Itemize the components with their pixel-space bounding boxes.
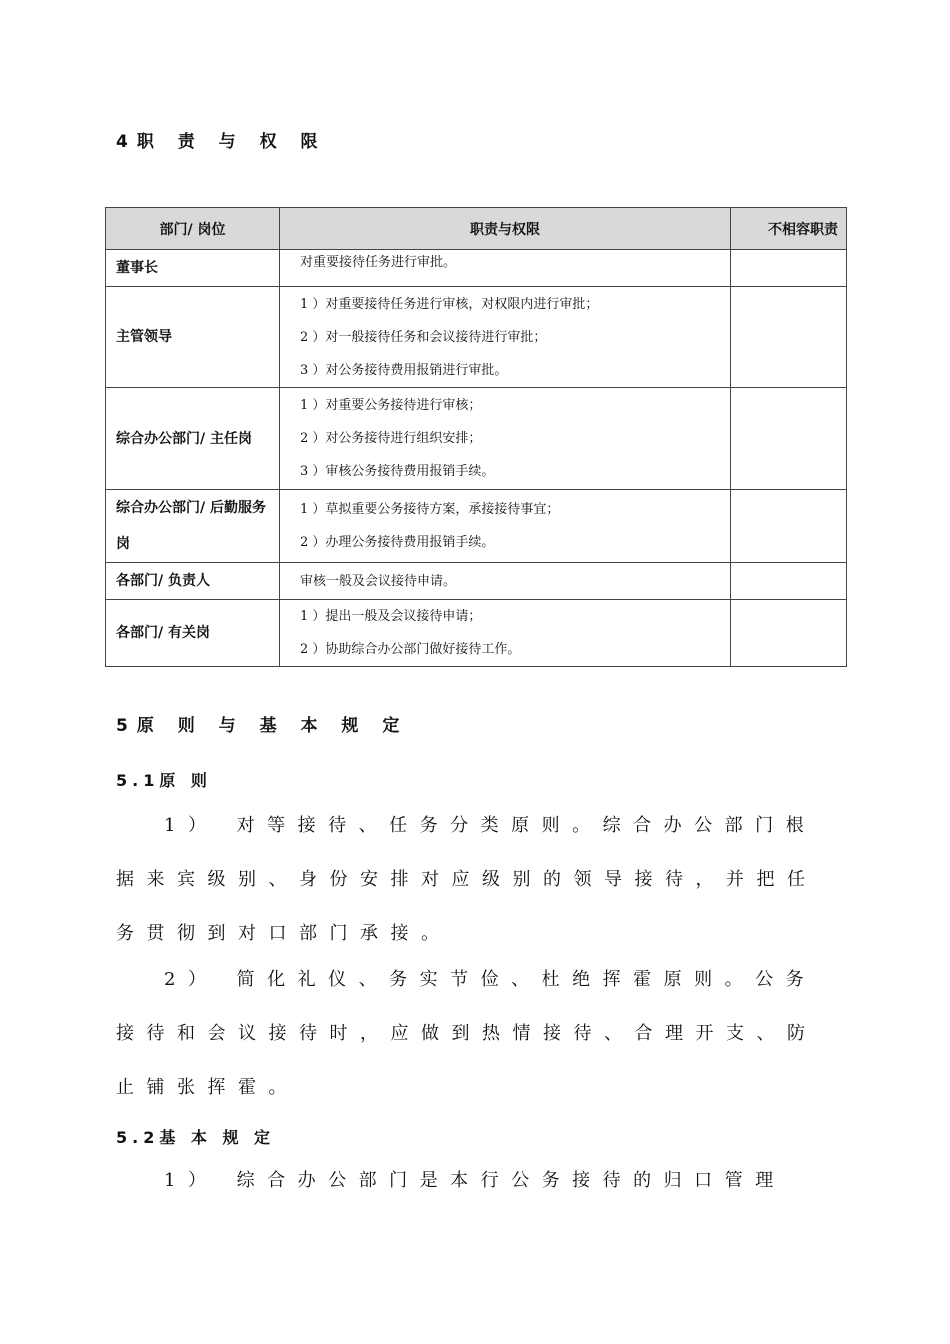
table-row xyxy=(106,600,847,667)
row-dept: 综合办公部门/ 后勤服务岗 xyxy=(106,490,280,563)
table-row xyxy=(106,250,847,287)
row-dept: 各部门/ 负责人 xyxy=(106,563,280,600)
row-dept: 各部门/ 有关岗 xyxy=(106,600,280,667)
duty-line: 2 ）对一般接待任务和会议接待进行审批； xyxy=(300,329,547,345)
row-conflict xyxy=(731,563,847,600)
row-duties xyxy=(280,250,731,287)
row-dept: 综合办公部门/ 主任岗 xyxy=(106,388,280,490)
row-duties xyxy=(280,600,731,667)
responsibility-table xyxy=(105,207,847,667)
table-row xyxy=(106,490,847,563)
duty-line: 2 ）办理公务接待费用报销手续。 xyxy=(300,535,495,550)
duty-line: 2 ）协助综合办公部门做好接待工作。 xyxy=(300,642,521,657)
row-conflict xyxy=(731,490,847,563)
paragraph: 1） 对等接待、任务分类原则。综合办公部门根据来宾级别、身份安排对应级别的领导接待，并把任务贯彻到对口部门承接。 xyxy=(116,815,818,944)
duty-line: 3 ）审核公务接待费用报销手续。 xyxy=(300,464,495,479)
duty-line: 对重要接待任务进行审批。 xyxy=(300,255,457,270)
paragraph: 1） 综合办公部门是本行公务接待的归口管理 xyxy=(164,1170,786,1191)
section-5-2-heading: 5.2基 本 规 定 xyxy=(116,1128,276,1147)
section-5-heading: 5原 则 与 基 本 规 定 xyxy=(116,716,409,736)
row-conflict xyxy=(731,388,847,490)
row-duties xyxy=(280,563,731,600)
header-conflict: 不相容职责 xyxy=(731,208,847,250)
table-header-row xyxy=(106,208,847,250)
row-conflict xyxy=(731,287,847,388)
section-5-1-heading: 5.1原 则 xyxy=(116,771,212,790)
table-row xyxy=(106,563,847,600)
duty-line: 审核一般及会议接待申请。 xyxy=(300,573,457,589)
duty-line: 3 ）对公务接待费用报销进行审批。 xyxy=(300,362,508,378)
duty-line: 1 ）对重要公务接待进行审核； xyxy=(300,398,482,413)
header-duty: 职责与权限 xyxy=(280,208,731,250)
row-conflict xyxy=(731,250,847,287)
duty-line: 1 ）草拟重要公务接待方案，承接接待事宜； xyxy=(300,502,560,517)
paragraph: 2） 简化礼仪、务实节俭、杜绝挥霍原则。公务接待和会议接待时，应做到热情接待、合理开支、防止铺张挥霍。 xyxy=(116,969,818,1098)
row-conflict xyxy=(731,600,847,667)
table-row xyxy=(106,287,847,388)
duty-line: 1 ）对重要接待任务进行审核，对权限内进行审批； xyxy=(300,296,599,312)
duty-line: 1 ）提出一般及会议接待申请； xyxy=(300,609,482,624)
row-dept: 主管领导 xyxy=(106,287,280,388)
row-duties xyxy=(280,287,731,388)
row-duties xyxy=(280,490,731,563)
duty-line: 2 ）对公务接待进行组织安排； xyxy=(300,431,482,446)
row-duties xyxy=(280,388,731,490)
section-4-heading: 4职 责 与 权 限 xyxy=(116,132,327,152)
header-dept: 部门/ 岗位 xyxy=(106,208,280,250)
row-dept: 董事长 xyxy=(106,250,280,287)
table-row xyxy=(106,388,847,490)
